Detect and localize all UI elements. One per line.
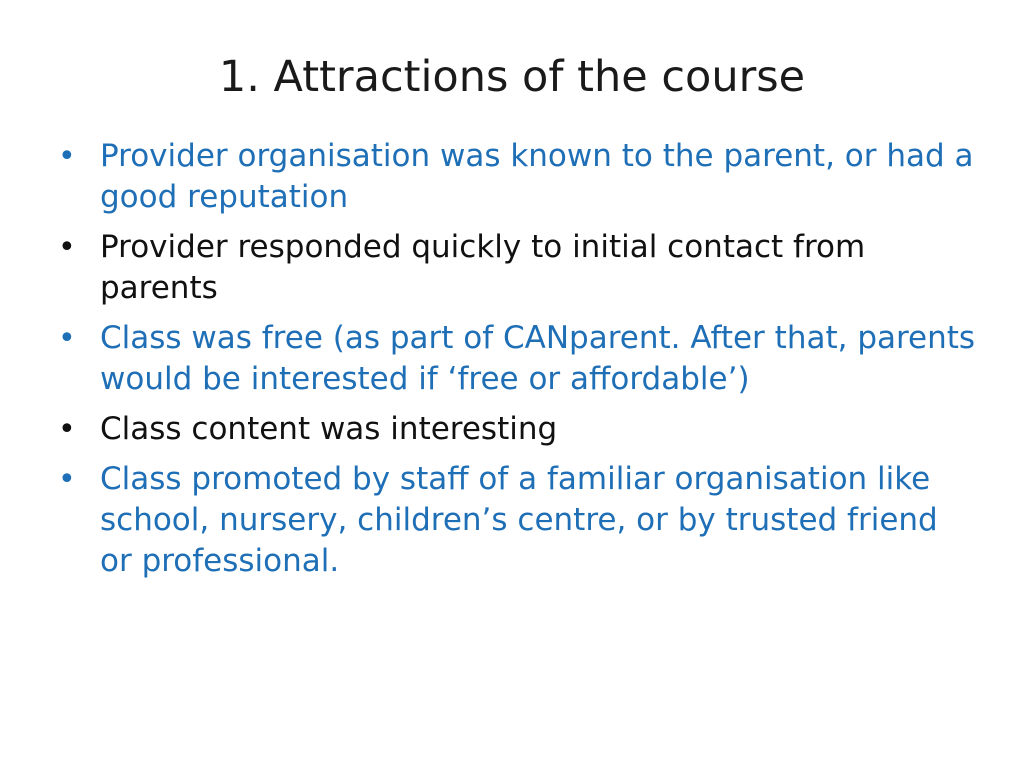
bullet-item-promoted-by-staff [56,459,976,582]
bullet-text: Provider organisation was known to the parent, or had a good reputation [100,138,974,215]
bullet-item-provider-known [56,136,976,218]
slide-title: 1. Attractions of the course [218,52,806,102]
bullet-text: Provider responded quickly to initial contact from parents [100,229,866,306]
bullet-dot-icon: • [58,230,76,265]
bullet-text: Class was free (as part of CANparent. After that, parents would be interested if ‘free or affordable’) [100,320,976,397]
bullet-item-quick-response [56,227,976,309]
bullet-dot-icon: • [58,412,76,447]
bullet-text: Class content was interesting [100,411,558,447]
bullet-dot-icon: • [58,321,76,356]
bullet-text: Class promoted by staff of a familiar organisation like school, nursery, children’s centre, or by trusted friend or professional. [100,461,938,579]
bullet-dot-icon: • [58,462,76,497]
bullet-list [56,136,976,591]
bullet-dot-icon: • [58,139,76,174]
bullet-item-content-interesting [56,409,976,450]
bullet-item-class-free [56,318,976,400]
